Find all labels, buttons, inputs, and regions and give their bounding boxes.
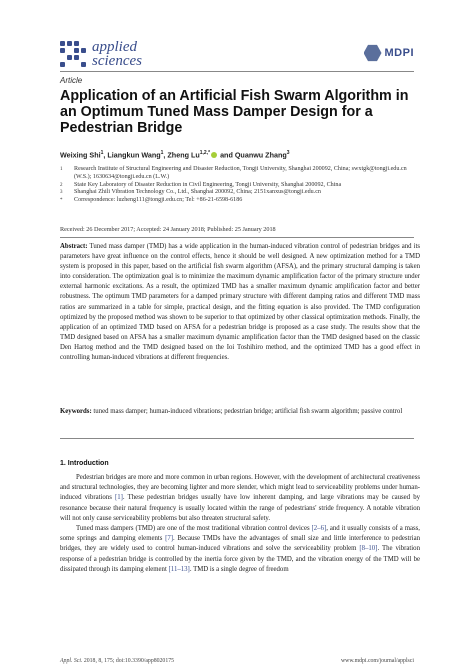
abstract — [60, 242, 420, 363]
abstract-label: Abstract: — [60, 243, 88, 250]
journal-name-line2: sciences — [92, 53, 142, 69]
citation-link[interactable]: [8–10] — [359, 545, 378, 553]
keywords — [60, 407, 420, 417]
article-title: Application of an Artificial Fish Swarm Algorithm in an Optimum Tuned Mass Damper Design for a Pedestrian Bridge — [60, 88, 409, 136]
publisher-logo[interactable] — [364, 44, 415, 62]
keywords-label: Keywords: — [60, 408, 92, 415]
author-name[interactable]: Liangkun Wang — [107, 150, 161, 160]
paragraph: Pedestrian bridges are more and more common in urban regions. However, with the development of architectural creativeness and structural technologies, they are becoming lighter and more slender, which might lead to serviceability problems under human-induced vibrations [1]. These pedestrian bridges usually have low inherent damping, and large vibrations may be caused by resonance because their natural frequency is usually located within the range of pedestrians' stride frequency. A notable vibration will not only cause serviceability problems but also threaten structural safety. — [60, 474, 420, 522]
mdpi-hexagon-icon — [364, 44, 382, 62]
introduction-body — [60, 473, 420, 575]
citation-link[interactable]: [1] — [114, 494, 123, 502]
journal-logo[interactable] — [60, 40, 142, 68]
journal-name-line1: applied — [92, 39, 137, 55]
dates-divider — [60, 237, 414, 238]
abstract-text: Tuned mass damper (TMD) has a wide application in the human-induced vibration control of pedestrian bridges and its parameters have great influence on the control effects, hence it should be well designed. A new optimization method for a TMD system is proposed in this paper, based on the artificial fish swarm algorithm (AFSA), and the primary structural damping is taken into consideration. The optimization goal is to minimize the maximum dynamic amplification factor of the primary structure under external harmonic excitations. As a result, the optimized TMD has a smaller maximum dynamic amplification factor and better robustness. The optimum TMD parameters for a damped primary structure with different damping ratios and different TMD mass ratios are summarized in a table for simple, practical design, and the fitting equation is also provided. The TMD configuration optimized by the proposed method was shown to be superior to that optimized by other classical optimization methods. Finally, the application of an optimized TMD based on AFSA for a pedestrian bridge is proposed as a case study. The results show that the TMD designed based on AFSA has a smaller maximum dynamic amplification factor than the TMD designed based on the classic Den Hartog method and the TMD designed based on the Ioi Toshihiro method, and the optimized TMD has a good effect in controlling human-induced vibrations at different frequencies. — [60, 243, 421, 362]
affiliation-item: 2 State Key Laboratory of Disaster Reduction in Civil Engineering, Tongji University, Shanghai 200092, China — [60, 181, 342, 188]
citation-info: Appl. Sci. 2018, 8, 175; doi:10.3390/app8020175 — [60, 658, 175, 664]
orcid-icon[interactable] — [211, 152, 217, 158]
affiliation-item: 1 Research Institute of Structural Engineering and Disaster Reduction, Tongji University, Shanghai 200092, China; swxtgk@tongji.edu.cn (W.S.); 1630634@tongji.edu.cn (L.W.) — [60, 166, 407, 180]
author-name[interactable]: Zheng Lu — [167, 150, 200, 160]
author-name[interactable]: and Quanwu Zhang — [220, 150, 287, 160]
article-type-label: Article — [60, 76, 83, 85]
author-affiliation-mark: 1,2,* — [199, 150, 211, 156]
page-footer — [60, 658, 414, 664]
keywords-text: tuned mass damper; human-induced vibrations; pedestrian bridge; artificial fish swarm algorithm; passive control — [93, 408, 403, 415]
citation-link[interactable]: [2–6] — [311, 525, 327, 533]
author-list: Weixing Shi$^1$, Liangkun Wang$^1$, Zheng $Lu^{1,2,*}$ and Quanwu Zhang$^3$ — [60, 150, 290, 160]
publication-dates: Received: 26 December 2017; Accepted: 24 January 2018; Published: 25 January 2018 — [60, 226, 276, 233]
citation-link[interactable]: [11–13] — [168, 565, 190, 573]
citation-link[interactable]: [7] — [165, 535, 174, 543]
journal-url[interactable]: www.mdpi.com/journal/applsci — [340, 658, 414, 664]
journal-emblem-icon — [60, 41, 86, 67]
author-affiliation-mark: 1 — [160, 150, 164, 156]
keywords-divider — [60, 438, 414, 439]
section-heading: 1. Introduction — [60, 460, 109, 467]
affiliations — [60, 166, 420, 205]
paragraph: Tuned mass dampers (TMD) are one of the most traditional vibration control devices [2–6], and it usually consists of a mass, some springs and damping elements [7]. Because TMDs have the advantages of small size and little interference to pedestrian bridges, they are widely used to control human-induced vibrations and solve the serviceability problem [8–10]. The vibration response of a pedestrian bridge is controlled by the inertia force given by the TMD, and the vibration energy of the TMD will be dissipated through its damping element [11–13]. TMD is a single degree of freedom — [60, 525, 420, 573]
header-divider — [60, 71, 414, 72]
affiliation-item: 3 Shanghai Zhili Vibration Technology Co., Ltd., Shanghai 200092, China; 2151xanxus@tongji.edu.cn — [60, 189, 321, 196]
author-name[interactable]: Weixing Shi — [60, 150, 101, 160]
author-affiliation-mark: 3 — [286, 150, 290, 156]
publisher-name: MDPI — [384, 47, 414, 59]
correspondence-item: * Correspondence: luzheng111@tongji.edu.cn; Tel: +86-21-6598-6186 — [60, 197, 243, 204]
author-affiliation-mark: 1 — [100, 150, 104, 156]
